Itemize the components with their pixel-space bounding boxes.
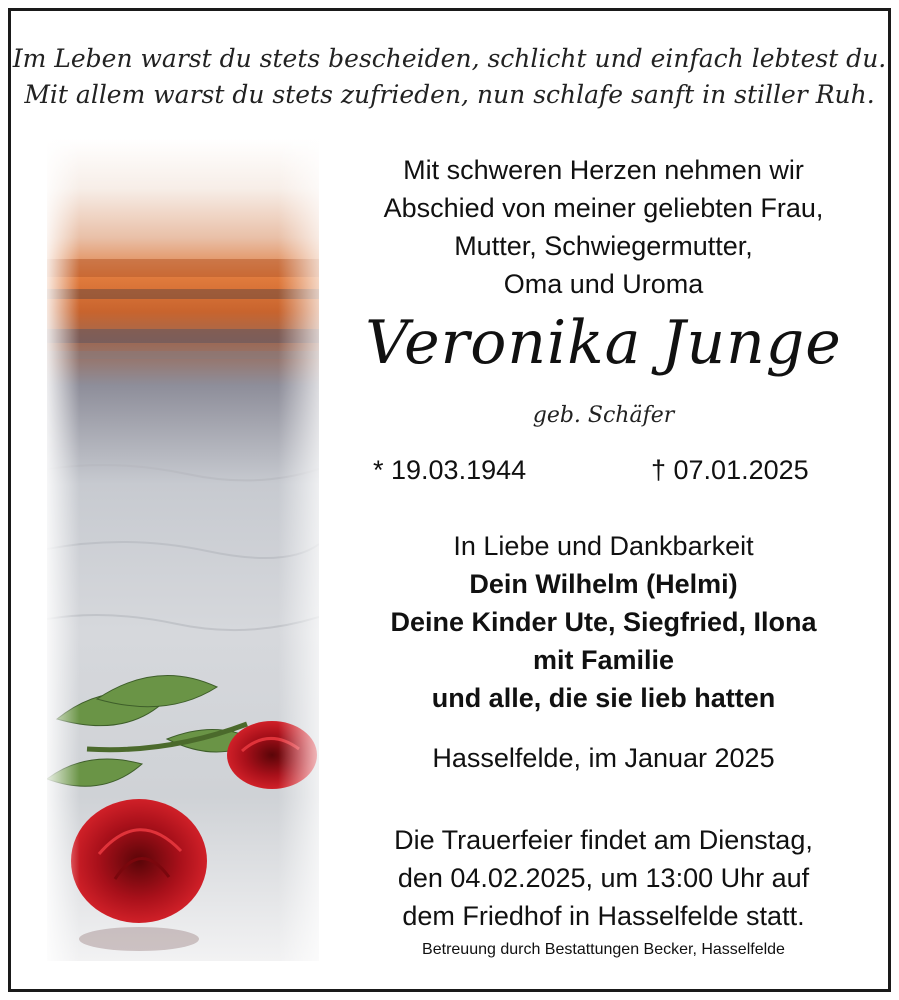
service-line-1: Die Trauerfeier findet am Dienstag, — [394, 825, 813, 855]
birth-date: * 19.03.1944 — [373, 455, 527, 485]
intro-line-2: Abschied von meiner geliebten Frau, — [383, 193, 824, 223]
mourner-family: mit Familie — [532, 645, 675, 675]
poem-line-1: Im Leben warst du stets bescheiden, schlicht und einfach lebtest du. — [12, 44, 887, 73]
mourners-intro: In Liebe und Dankbarkeit — [453, 531, 754, 561]
poem — [11, 41, 888, 113]
intro-text — [331, 151, 876, 303]
service-line-3: dem Friedhof in Hasselfelde statt. — [402, 901, 805, 931]
mourners-list — [331, 527, 876, 717]
maiden-name: geb. Schäfer — [532, 403, 675, 428]
intro-line-3: Mutter, Schwiegermutter, — [454, 231, 753, 261]
intro-line-1: Mit schweren Herzen nehmen wir — [403, 155, 804, 185]
mourner-others: und alle, die sie lieb hatten — [431, 683, 776, 713]
service-line-2: den 04.02.2025, um 13:00 Uhr auf — [397, 863, 810, 893]
photo-edge-fade — [47, 139, 319, 961]
death-date: † 07.01.2025 — [651, 455, 809, 485]
intro-line-4: Oma und Uroma — [503, 269, 704, 299]
poem-line-2: Mit allem warst du stets zufrieden, nun schlafe sanft in stiller Ruh. — [24, 80, 875, 109]
obituary-card — [8, 8, 891, 992]
mourner-children: Deine Kinder Ute, Siegfried, Ilona — [390, 607, 817, 637]
roses-on-water-photo — [47, 139, 319, 961]
life-dates — [331, 455, 876, 491]
mourner-spouse: Dein Wilhelm (Helmi) — [469, 569, 738, 599]
place-date: Hasselfelde, im Januar 2025 — [432, 743, 775, 773]
deceased-name: Veronika Junge — [365, 308, 842, 378]
service-info — [331, 821, 876, 935]
funeral-home-credit: Betreuung durch Bestattungen Becker, Hasselfelde — [422, 941, 785, 958]
